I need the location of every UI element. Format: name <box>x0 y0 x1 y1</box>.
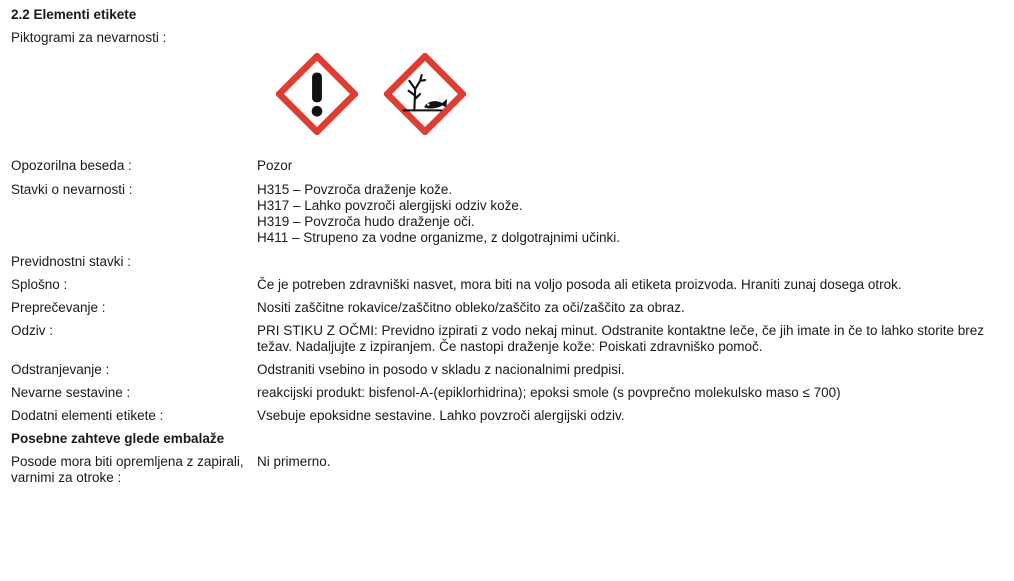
general-label: Splošno : <box>11 277 68 292</box>
additional-elements-value: Vsebuje epoksidne sestavine. Lahko povzroči alergijski odziv. <box>257 408 625 423</box>
hazard-statements-label: Stavki o nevarnosti : <box>11 182 133 197</box>
prevention-label: Preprečevanje : <box>11 300 106 315</box>
exclamation-mark-icon <box>276 53 358 135</box>
prevention-row <box>11 300 1006 316</box>
hazardous-components-value: reakcijski produkt: bisfenol-A-(epiklorhidrina); epoksi smole (s povprečno molekulsko maso ≤ 700) <box>257 385 841 400</box>
signal-word-label: Opozorilna beseda : <box>11 158 132 173</box>
environment-hazard-icon <box>384 53 466 135</box>
hazard-statement: H319 – Povzroča hudo draženje oči. <box>257 214 475 229</box>
general-value: Če je potreben zdravniški nasvet, mora biti na voljo posoda ali etiketa proizvoda. Hraniti zunaj dosega otrok. <box>257 277 902 292</box>
general-row <box>11 277 1006 293</box>
hazard-statement: H317 – Lahko povzroči alergijski odziv kože. <box>257 198 523 213</box>
pictograms-label: Piktogrami za nevarnosti : <box>11 30 167 45</box>
hazard-statement: H315 – Povzroča draženje kože. <box>257 182 453 197</box>
precautionary-label: Previdnostni stavki : <box>11 254 132 269</box>
response-label: Odziv : <box>11 323 54 338</box>
packaging-label: Posode mora biti opremljena z zapirali, varnimi za otroke : <box>11 454 244 485</box>
additional-elements-label: Dodatni elementi etikete : <box>11 408 164 423</box>
packaging-row <box>11 454 1006 486</box>
response-value: PRI STIKU Z OČMI: Previdno izpirati z vodo nekaj minut. Odstranite kontaktne leče, če jih imate in če to lahko storite brez težav. Nadaljujte z izpiranjem. Če nastopi draženje kože: Poiskati zdravniško pomoč. <box>257 323 985 354</box>
disposal-label: Odstranjevanje : <box>11 362 110 377</box>
hazard-statements-list <box>257 182 1006 246</box>
packaging-value: Ni primerno. <box>257 454 331 469</box>
packaging-title: Posebne zahteve glede embalaže <box>11 431 225 446</box>
label-elements-section <box>11 6 1006 486</box>
disposal-row <box>11 362 1006 378</box>
hazard-pictograms <box>276 53 476 133</box>
hazard-statements-row <box>11 182 1006 246</box>
hazardous-components-label: Nevarne sestavine : <box>11 385 131 400</box>
additional-elements-row <box>11 408 1006 424</box>
signal-word-row <box>11 158 1006 174</box>
section-title: 2.2 Elementi etikete <box>11 7 137 22</box>
precautionary-row <box>11 254 1006 270</box>
hazardous-components-row <box>11 385 1006 401</box>
signal-word-value: Pozor <box>257 158 293 173</box>
disposal-value: Odstraniti vsebino in posodo v skladu z nacionalnimi predpisi. <box>257 362 625 377</box>
prevention-value: Nositi zaščitne rokavice/zaščitno obleko/zaščito za oči/zaščito za obraz. <box>257 300 685 315</box>
response-row <box>11 323 1006 355</box>
hazard-statement: H411 – Strupeno za vodne organizme, z dolgotrajnimi učinki. <box>257 230 620 245</box>
